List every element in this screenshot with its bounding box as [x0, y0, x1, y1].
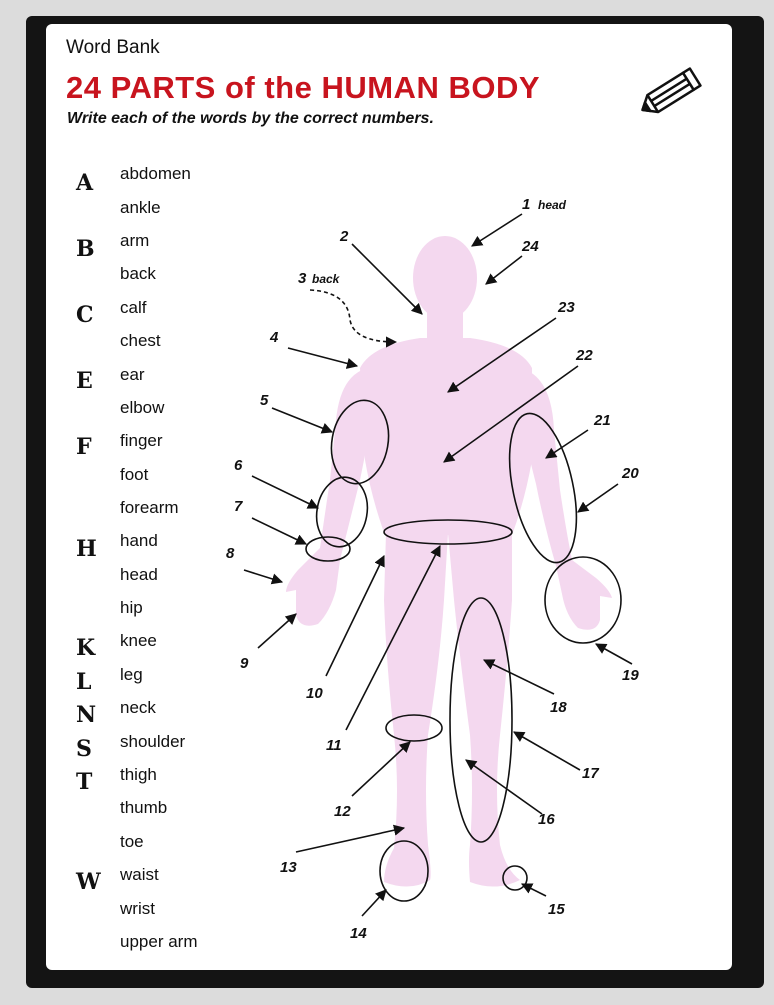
word-leg: leg	[120, 665, 143, 684]
letter-l: L	[76, 669, 92, 695]
label-9: 9	[240, 655, 249, 672]
word-waist: waist	[120, 865, 159, 884]
word-foot: foot	[120, 465, 149, 484]
arrow-17	[514, 732, 580, 770]
word-shoulder: shoulder	[120, 732, 186, 751]
label-13: 13	[280, 859, 297, 876]
word-elbow: elbow	[120, 398, 165, 417]
label-24: 24	[522, 238, 539, 255]
label-6: 6	[234, 457, 243, 474]
label-8: 8	[226, 545, 235, 562]
word-knee: knee	[120, 631, 157, 650]
word-neck: neck	[120, 698, 156, 717]
body-torso-shape	[360, 338, 532, 535]
label-23: 23	[558, 299, 575, 316]
word-toe: toe	[120, 832, 144, 851]
word-ankle: ankle	[120, 198, 161, 217]
label-5: 5	[260, 392, 269, 409]
letter-a: A	[76, 170, 94, 196]
label-15: 15	[548, 901, 565, 918]
instructions: Write each of the words by the correct numbers.	[67, 110, 434, 127]
letter-b: B	[76, 236, 95, 262]
label-3-word: back	[312, 272, 340, 286]
word-back: back	[120, 264, 156, 283]
word-head: head	[120, 565, 158, 584]
arrow-8	[244, 570, 282, 582]
label-18: 18	[550, 699, 567, 716]
letter-s: S	[76, 736, 92, 762]
letter-f: F	[76, 434, 92, 460]
arrow-15	[522, 884, 546, 896]
word-thigh: thigh	[120, 765, 157, 784]
label-19: 19	[622, 667, 639, 684]
label-14: 14	[350, 925, 367, 942]
arrow-4	[288, 348, 357, 366]
word-upper-arm: upper arm	[120, 932, 198, 951]
word-bank-label: Word Bank	[66, 37, 160, 58]
label-2: 2	[340, 228, 349, 245]
label-7: 7	[234, 498, 243, 515]
label-17: 17	[582, 765, 599, 782]
label-11: 11	[326, 737, 342, 754]
arrow-24	[486, 256, 522, 284]
word-hip: hip	[120, 598, 143, 617]
letter-w: W	[76, 869, 101, 895]
label-3: 3	[298, 270, 307, 287]
word-abdomen: abdomen	[120, 164, 191, 183]
arrow-19	[596, 644, 632, 664]
label-4: 4	[270, 329, 279, 346]
body-right-leg-shape	[448, 533, 520, 887]
arrow-20	[578, 484, 618, 512]
arrow-14	[362, 890, 386, 916]
letter-t: T	[76, 769, 93, 795]
arrow-6	[252, 476, 318, 508]
label-21: 21	[594, 412, 611, 429]
arrow-5	[272, 408, 332, 432]
word-forearm: forearm	[120, 498, 179, 517]
letter-n: N	[76, 702, 97, 728]
label-16: 16	[538, 811, 555, 828]
label-22: 22	[576, 347, 593, 364]
label-20: 20	[622, 465, 639, 482]
word-calf: calf	[120, 298, 147, 317]
word-wrist: wrist	[120, 899, 155, 918]
word-finger: finger	[120, 431, 163, 450]
label-1-word: head	[538, 198, 567, 212]
arrow-2	[352, 244, 422, 314]
body-right-arm-shape	[522, 372, 612, 630]
word-thumb: thumb	[120, 798, 168, 817]
page-title: 24 PARTS of the HUMAN BODY	[66, 70, 541, 105]
arrow-1	[472, 214, 522, 246]
arrow-9	[258, 614, 296, 648]
arrow-7	[252, 518, 306, 544]
body-left-leg-shape	[384, 533, 448, 887]
arrow-3	[310, 290, 396, 342]
letter-h: H	[76, 536, 97, 562]
word-ear: ear	[120, 365, 145, 384]
letter-c: C	[76, 302, 94, 328]
body-head-shape	[413, 236, 477, 320]
label-10: 10	[306, 685, 323, 702]
letter-k: K	[76, 635, 96, 661]
label-1: 1	[522, 196, 531, 213]
word-hand: hand	[120, 531, 158, 550]
label-12: 12	[334, 803, 351, 820]
letter-e: E	[76, 368, 93, 394]
word-chest: chest	[120, 331, 161, 350]
word-arm: arm	[120, 231, 150, 250]
